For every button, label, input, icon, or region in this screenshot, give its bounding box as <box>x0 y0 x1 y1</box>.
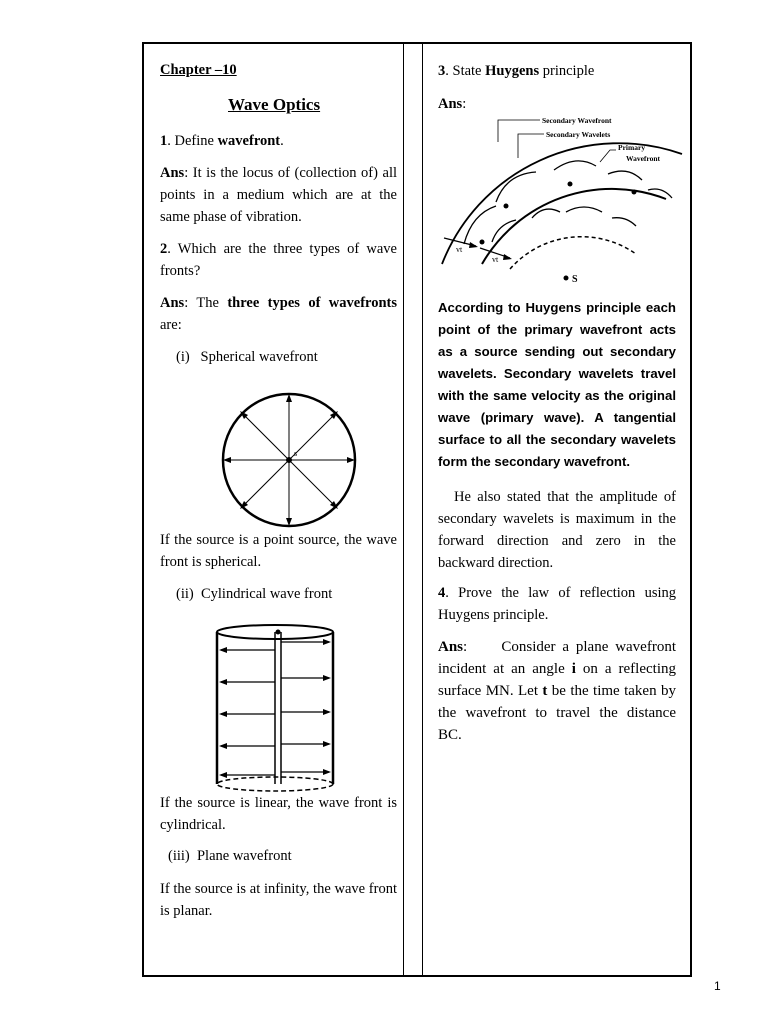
cylindrical-wavefront-figure <box>205 620 345 795</box>
question-4: 4. Prove the law of reflection using Huygens principle. <box>438 585 676 623</box>
label-primary: Primary <box>618 143 646 152</box>
spherical-wavefront-figure <box>214 390 364 530</box>
label-secondary-wavefront: Secondary Wavefront <box>542 116 612 125</box>
answer-2: Ans: The three types of wavefronts are: <box>160 295 397 333</box>
type-cylindrical: (ii) Cylindrical wave front <box>176 586 333 602</box>
answer-1: Ans: It is the locus of (collection of) all points in a medium which are at the same phase of vibration. <box>160 165 397 225</box>
answer-3-label: Ans: <box>438 96 467 112</box>
answer-4: Ans: Consider a plane wavefront incident at an angle i on a reflecting surface MN. Let t be the time taken by the wavefront to travel the distance BC. <box>438 639 680 743</box>
chapter-heading: Chapter –10 <box>160 62 237 78</box>
label-secondary-wavelets: Secondary Wavelets <box>546 130 611 139</box>
type-spherical: (i) Spherical wavefront <box>176 349 318 365</box>
page-number: 1 <box>714 979 721 993</box>
question-3: 3. State Huygens principle <box>438 63 595 79</box>
huygens-principle-figure <box>436 114 688 292</box>
question-1: 1. Define wavefront. <box>160 133 284 149</box>
page-title: Wave Optics <box>228 95 321 114</box>
huygens-principle-text: According to Huygens principle each point of the primary wavefront acts as a source sending out secondary wavelets. Secondary wavelets travel with the same velocity as the original wave (primary wave). A tangential surface to all the secondary wavelets form the secondary wavefront. <box>438 300 676 469</box>
label-wavefront: Wavefront <box>626 154 661 163</box>
label-source: S <box>572 274 578 285</box>
source-label: s <box>294 449 298 458</box>
type-plane: (iii) Plane wavefront <box>168 848 292 864</box>
column-divider-right <box>422 42 423 977</box>
label-vt-1: vt <box>456 245 463 254</box>
column-divider <box>403 42 404 977</box>
amplitude-text: He also stated that the amplitude of secondary wavelets is maximum in the forward direction and zero in the backward direction. <box>438 489 676 571</box>
label-vt-2: vt <box>492 255 499 264</box>
question-2: 2. Which are the three types of wave fronts? <box>160 241 397 279</box>
note-cylindrical: If the source is linear, the wave front is cylindrical. <box>160 795 397 833</box>
note-plane: If the source is at infinity, the wave front is planar. <box>160 881 397 919</box>
note-spherical: If the source is a point source, the wave front is spherical. <box>160 532 397 570</box>
